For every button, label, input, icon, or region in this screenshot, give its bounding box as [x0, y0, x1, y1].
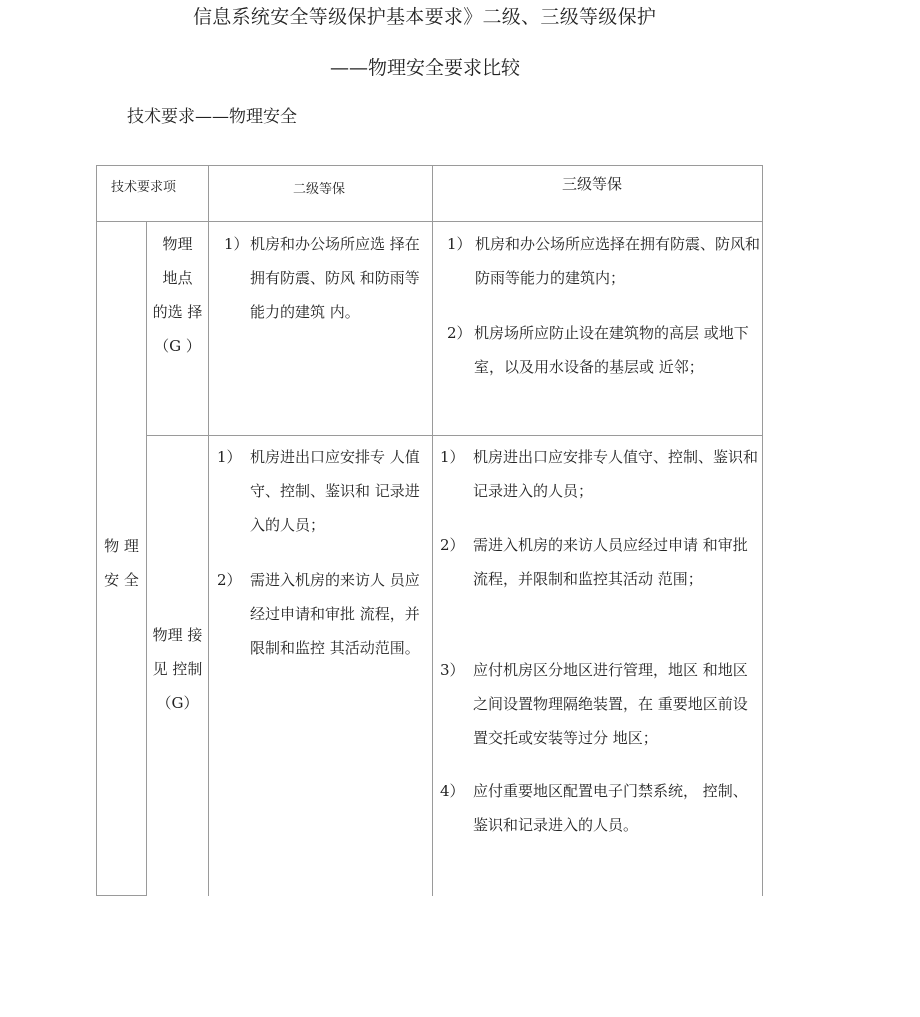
section-heading: 技术要求——物理安全	[127, 107, 297, 127]
column-divider-1	[208, 165, 209, 896]
level3-requirement	[440, 528, 761, 596]
item-line: （G ）	[154, 337, 201, 355]
document-title: 信息系统安全等级保护基本要求》二级、三级等级保护	[193, 6, 657, 28]
requirement-number: 2）	[447, 324, 472, 342]
requirement-text: 应付重要地区配置电子门禁系统， 控制、鉴识和记录进入的人员。	[473, 782, 748, 834]
item-physical-access-control	[147, 618, 208, 720]
requirement-number: 4）	[440, 782, 465, 800]
level2-requirement	[224, 227, 432, 329]
document-subtitle-line: ——物理安全要求比较	[330, 57, 521, 79]
item-line: 物理	[162, 235, 193, 253]
header-level-3: 三级等保	[562, 175, 623, 193]
level3-requirement	[447, 316, 761, 384]
requirement-text: 机房场所应防止设在建筑物的高层 或地下室，以及用水设备的基层或 近邻；	[474, 324, 749, 376]
requirement-text: 需进入机房的来访人员应经过申请 和审批流程，并限制和监控其活动 范围；	[473, 536, 748, 588]
requirement-text: 需进入机房的来访人 员应经过申请和审批 流程，并限制和监控 其活动范围。	[250, 571, 420, 657]
item-line: 物理 接	[152, 626, 203, 644]
item-line: 见 控制	[152, 660, 203, 678]
requirement-number: 1）	[224, 235, 249, 253]
table-border-right	[762, 165, 763, 896]
level2-requirement	[217, 563, 432, 665]
level3-requirement	[440, 653, 761, 755]
table-border-top	[96, 165, 763, 166]
requirement-text: 应付机房区分地区进行管理，地区 和地区之间设置物理隔绝装置，在 重要地区前设置交托或安装等过分 地区；	[473, 661, 748, 747]
level2-requirement	[217, 440, 432, 542]
table-border-bottom-left	[96, 895, 147, 896]
requirement-number: 1）	[217, 448, 242, 466]
requirement-number: 1）	[440, 448, 465, 466]
category-cell	[98, 529, 145, 597]
category-line: 物 理	[104, 537, 139, 555]
requirement-text: 机房进出口应安排专人值守、控制、鉴识和记录进入的人员；	[473, 448, 759, 500]
category-line: 安 全	[104, 571, 139, 589]
requirement-text: 机房和办公场所应选择在拥有防震、防风和防雨等能力的建筑内；	[475, 235, 761, 287]
header-level-2: 二级等保	[293, 182, 346, 197]
column-divider-2	[432, 165, 433, 896]
requirement-number: 2）	[217, 571, 242, 589]
table-border-left	[96, 165, 97, 896]
level3-requirement	[447, 227, 761, 295]
item-physical-location	[147, 227, 208, 363]
requirement-text: 机房进出口应安排专 人值守、控制、鉴识和 记录进入的人员；	[250, 448, 420, 534]
header-requirement-item: 技术要求项	[111, 180, 177, 195]
level3-requirement	[440, 774, 761, 842]
requirement-number: 1）	[447, 235, 472, 253]
requirement-number: 3）	[440, 661, 465, 679]
table-header-divider	[96, 221, 763, 222]
requirement-number: 2）	[440, 536, 465, 554]
item-line: 的选 择	[152, 303, 203, 321]
item-line: （G）	[156, 694, 199, 712]
level3-requirement	[440, 440, 761, 508]
item-line: 地点	[162, 269, 193, 287]
requirement-text: 机房和办公场所应选 择在拥有防震、防风 和防雨等能力的建筑 内。	[250, 235, 420, 321]
row-divider	[146, 435, 763, 436]
